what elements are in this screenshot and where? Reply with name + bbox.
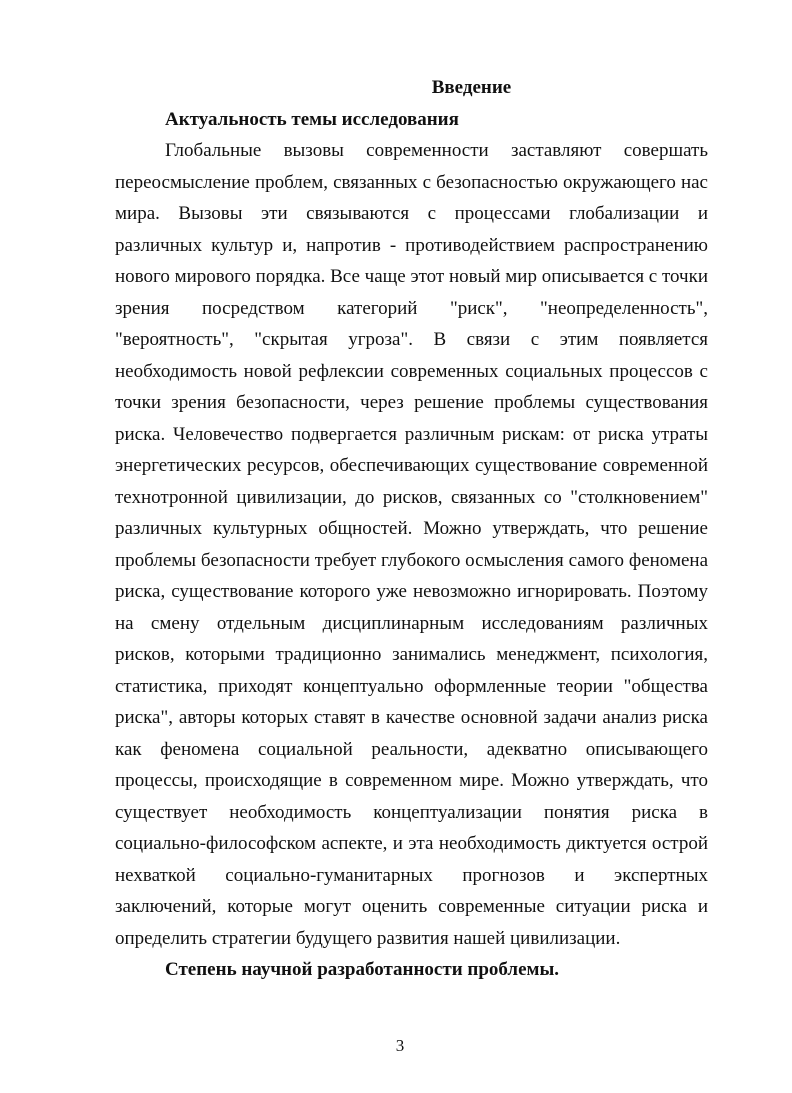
text-line: необходимость новой рефлексии современных социальных процессов с [115, 360, 708, 382]
text-line: мира. Вызовы эти связываются с процессами глобализации и [115, 203, 708, 224]
text-line: рисков, которыми традиционно занимались менеджмент, психология, [115, 644, 708, 665]
text-line: процессы, происходящие в современном мире. Можно утверждать, что [115, 770, 708, 791]
paragraph [115, 135, 708, 954]
text-line: точки зрения безопасности, через решение проблемы существования [115, 392, 708, 413]
text-line: переосмысление проблем, связанных с безопасностью окружающего нас [115, 171, 708, 193]
text-line: определить стратегии будущего развития нашей цивилизации. [115, 927, 621, 949]
text-line: заключений, которые могут оценить современные ситуации риска и [115, 896, 708, 917]
text-line: статистика, приходят концептуально оформленные теории "общества [115, 675, 708, 697]
section-heading-research-degree: Степень научной разработанности проблемы. [165, 959, 560, 980]
text-line: на смену отдельным дисциплинарным исследованиям различных [115, 612, 708, 634]
text-line: риска. Человечество подвергается различным рискам: от риска утраты [115, 423, 708, 445]
section-heading-relevance: Актуальность темы исследования [165, 108, 459, 130]
text-line: зрения посредством категорий "риск", "неопределенность", [115, 297, 708, 319]
text-line: риска", авторы которых ставят в качестве основной задачи анализ риска [115, 707, 708, 728]
text-line: нехваткой социально-гуманитарных прогнозов и экспертных [115, 864, 708, 886]
document-page [115, 72, 708, 986]
text-line: проблемы безопасности требует глубокого осмысления самого феномена [115, 549, 708, 571]
text-line: как феномена социальной реальности, адекватно описывающего [115, 738, 708, 760]
text-line: социально-философском аспекте, и эта необходимость диктуется острой [115, 833, 708, 854]
text-line: "вероятность", "скрытая угроза". В связи с этим появляется [115, 329, 708, 350]
text-line: риска, существование которого уже невозможно игнорировать. Поэтому [115, 581, 708, 602]
page-title: Введение [431, 77, 512, 98]
text-line: Глобальные вызовы современности заставляют совершать [165, 140, 708, 161]
text-line: энергетических ресурсов, обеспечивающих существование современной [115, 455, 708, 476]
text-line: технотронной цивилизации, до рисков, связанных со "столкновением" [115, 486, 708, 508]
text-line: различных культурных общностей. Можно утверждать, что решение [115, 518, 708, 539]
text-line: различных культур и, напротив - противодействием распространению [115, 234, 708, 256]
text-line: существует необходимость концептуализации понятия риска в [115, 801, 708, 823]
page-number: 3 [395, 1036, 405, 1055]
text-line: нового мирового порядка. Все чаще этот новый мир описывается с точки [115, 266, 708, 287]
